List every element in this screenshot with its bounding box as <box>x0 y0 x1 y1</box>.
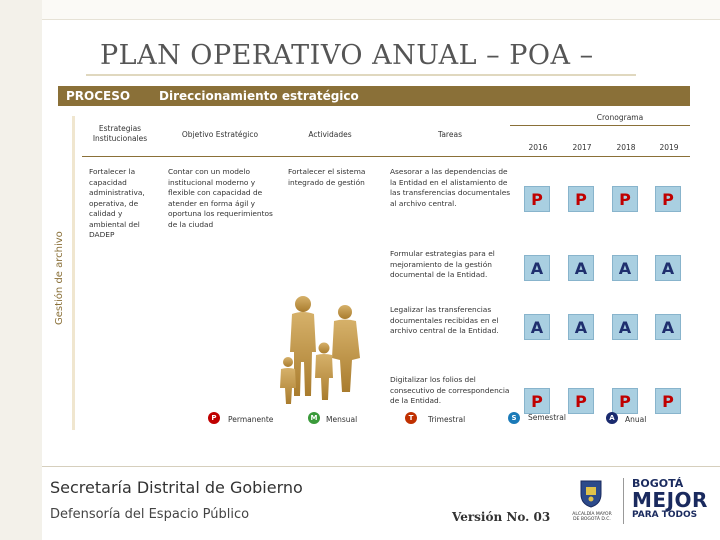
mark-task2-2017: A <box>568 255 594 281</box>
side-label: Gestión de archivo <box>54 231 65 325</box>
top-band <box>42 0 720 20</box>
col-cronograma: Cronograma <box>596 113 644 122</box>
year-2019: 2019 <box>659 143 679 152</box>
year-2018: 2018 <box>616 143 636 152</box>
legend-badge-permanente: P <box>208 412 220 424</box>
legend-label-permanente: Permanente <box>228 415 274 424</box>
left-margin-bar <box>0 0 42 540</box>
legend-label-trimestral: Trimestral <box>428 415 466 424</box>
mark-task2-2016: A <box>524 255 550 281</box>
mark-task4-2018: P <box>612 388 638 414</box>
process-header-bar <box>58 86 690 106</box>
alcaldia-text: ALCALDÍA MAYOR DE BOGOTÁ D.C. <box>572 512 612 522</box>
objetivo-text: Contar con un modelo institucional moderno y flexible con capacidad de atender en forma ágil y oportuna los requerimientos de la ciudad <box>168 167 273 229</box>
task-3-text: Legalizar las transferencias documentales recibidas en el archivo central de la Entidad. <box>390 305 499 335</box>
legend-badge-mensual: M <box>308 412 320 424</box>
header-rule <box>82 156 690 157</box>
task-4-text: Digitalizar los folios del consecutivo de correspondencia de la Entidad. <box>390 375 510 405</box>
mark-task2-2018: A <box>612 255 638 281</box>
coat-of-arms-icon <box>578 478 604 508</box>
legend-badge-semestral: S <box>508 412 520 424</box>
legend-label-mensual: Mensual <box>326 415 358 424</box>
mark-task4-2017: P <box>568 388 594 414</box>
side-stripe <box>72 116 75 430</box>
mark-task4-2019: P <box>655 388 681 414</box>
col-actividades: Actividades <box>308 130 352 139</box>
col-objetivo: Objetivo Estratégico <box>181 130 259 139</box>
mark-task3-2017: A <box>568 314 594 340</box>
mark-task3-2019: A <box>655 314 681 340</box>
footer-divider <box>42 466 720 467</box>
mark-task3-2018: A <box>612 314 638 340</box>
bogota-logo-line1: BOGOTÁ <box>632 477 684 490</box>
bogota-logo-line2: MEJOR <box>632 488 708 512</box>
year-2017: 2017 <box>572 143 592 152</box>
legend-badge-trimestral: T <box>405 412 417 424</box>
mark-task1-2018: P <box>612 186 638 212</box>
mark-task1-2016: P <box>524 186 550 212</box>
family-silhouette-image <box>276 292 376 410</box>
mark-task4-2016: P <box>524 388 550 414</box>
footer-secretaria: Secretaría Distrital de Gobierno <box>50 478 303 497</box>
legend-badge-anual: A <box>606 412 618 424</box>
bogota-mejor-logo <box>632 477 708 526</box>
task-2-text: Formular estrategias para el mejoramiento de la gestión documental de la Entidad. <box>390 249 495 279</box>
title-underline <box>86 74 636 76</box>
actividad-text: Fortalecer el sistema integrado de gestión <box>288 167 366 187</box>
legend-label-anual: Anual <box>625 415 647 424</box>
process-label: PROCESO <box>66 89 131 103</box>
mark-task3-2016: A <box>524 314 550 340</box>
footer-defensoria: Defensoría del Espacio Público <box>50 507 250 522</box>
logo-divider <box>623 478 624 524</box>
mark-task2-2019: A <box>655 255 681 281</box>
mark-task1-2017: P <box>568 186 594 212</box>
year-2016: 2016 <box>528 143 548 152</box>
bogota-logo-line3: PARA TODOS <box>632 510 698 520</box>
process-value: Direccionamiento estratégico <box>159 89 359 103</box>
mark-task1-2019: P <box>655 186 681 212</box>
cronograma-rule <box>510 125 690 126</box>
task-1-text: Asesorar a las dependencias de la Entidad en el alistamiento de las transferencias documentales al archivo central. <box>390 167 511 208</box>
col-estrategias: Estrategias Institucionales <box>92 124 148 143</box>
version-label: Versión No. 03 <box>452 510 551 524</box>
legend-label-semestral: Semestral <box>528 413 566 422</box>
col-tareas: Tareas <box>438 130 462 139</box>
estrategia-text: Fortalecer la capacidad administrativa, operativa, de calidad y ambiental del DADEP <box>89 167 145 239</box>
page-title: PLAN OPERATIVO ANUAL – POA – <box>100 40 594 71</box>
